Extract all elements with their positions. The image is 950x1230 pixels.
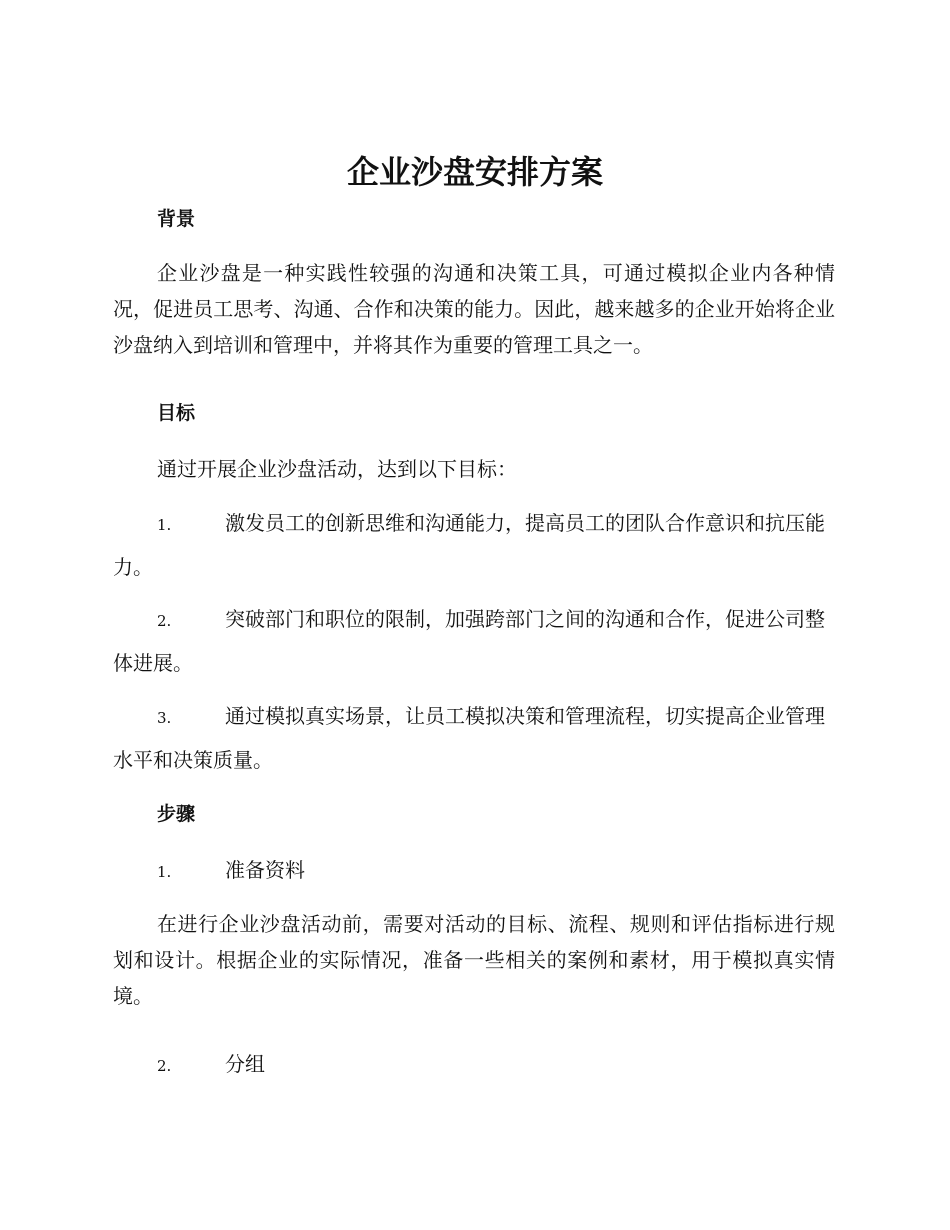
- section-heading-goals: 目标: [157, 402, 196, 424]
- document-title: 企业沙盘安排方案: [346, 153, 603, 191]
- step-1-paragraph: 在进行企业沙盘活动前，需要对活动的目标、流程、规则和评估指标进行规划和设计。根据企业的实际情况，准备一些相关的案例和素材，用于模拟真实情境。: [113, 912, 835, 1008]
- goal-item-number: 3.: [157, 709, 172, 727]
- goal-item-text: 突破部门和职位的限制，加强跨部门之间的沟通和合作，促进公司整体进展。: [113, 607, 825, 675]
- goal-item-2: [113, 598, 835, 684]
- section-heading-steps: 步骤: [157, 803, 196, 825]
- step-item-1: [113, 849, 835, 893]
- goal-item-number: 2.: [157, 612, 172, 630]
- step-item-number: 1.: [157, 863, 172, 881]
- step-item-text: 分组: [225, 1052, 265, 1076]
- section-heading-background: 背景: [157, 208, 196, 230]
- goal-item-text: 通过模拟真实场景，让员工模拟决策和管理流程，切实提高企业管理水平和决策质量。: [113, 704, 825, 772]
- goal-item-1: [113, 502, 835, 588]
- step-item-number: 2.: [157, 1057, 172, 1075]
- goal-item-number: 1.: [157, 516, 172, 534]
- goal-item-3: [113, 695, 835, 781]
- step-item-2: [113, 1043, 835, 1087]
- step-item-text: 准备资料: [225, 858, 305, 882]
- goal-item-text: 激发员工的创新思维和沟通能力，提高员工的团队合作意识和抗压能力。: [113, 511, 825, 579]
- goals-intro: 通过开展企业沙盘活动，达到以下目标：: [157, 457, 517, 481]
- background-paragraph: 企业沙盘是一种实践性较强的沟通和决策工具，可通过模拟企业内各种情况，促进员工思考、沟通、合作和决策的能力。因此，越来越多的企业开始将企业沙盘纳入到培训和管理中，并将其作为重要的管理工具之一。: [113, 261, 835, 357]
